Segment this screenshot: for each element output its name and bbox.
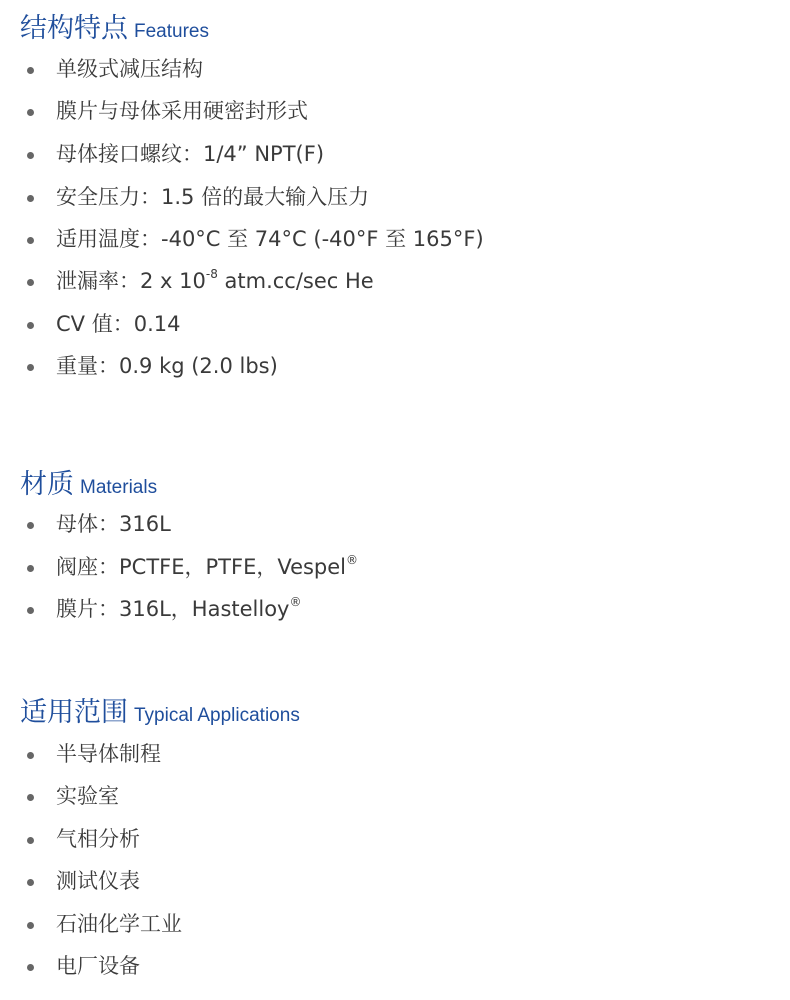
bullet-icon (27, 364, 34, 371)
features-heading (20, 6, 209, 45)
feature-text: 安全压力：1.5 倍的最大输入压力 (56, 185, 370, 209)
bullet-icon (27, 67, 34, 74)
bullet-icon (27, 522, 34, 529)
material-text-main: 膜片：316L，Hastelloy (56, 597, 290, 621)
registered-mark: ® (289, 595, 302, 609)
bullet-icon (27, 322, 34, 329)
leak-rate-unit: atm.cc/sec He (217, 269, 374, 293)
feature-text: 母体接口螺纹：1/4” NPT(F) (56, 142, 325, 166)
materials-title-en: Materials (80, 477, 158, 498)
materials-heading (20, 462, 157, 501)
application-text: 实验室 (56, 784, 119, 808)
material-text (56, 552, 358, 582)
bullet-icon (27, 279, 34, 286)
leak-rate-base: 泄漏率：2 x 10 (56, 269, 206, 293)
applications-heading (20, 690, 300, 729)
applications-title-zh: 适用范围 (20, 697, 128, 728)
bullet-icon (27, 964, 34, 971)
application-text: 气相分析 (56, 827, 140, 851)
bullet-icon (27, 922, 34, 929)
bullet-icon (27, 607, 34, 614)
feature-text: 重量：0.9 kg (2.0 lbs) (56, 354, 278, 378)
registered-mark: ® (346, 553, 359, 567)
feature-text: 适用温度：-40°C 至 74°C (-40°F 至 165°F) (56, 227, 484, 251)
bullet-icon (27, 794, 34, 801)
bullet-icon (27, 237, 34, 244)
feature-text-leak-rate (56, 266, 374, 296)
materials-title-zh: 材质 (20, 469, 74, 500)
application-text: 测试仪表 (56, 869, 140, 893)
bullet-icon (27, 109, 34, 116)
features-title-zh: 结构特点 (20, 13, 128, 44)
feature-text: 单级式减压结构 (56, 57, 203, 81)
bullet-icon (27, 837, 34, 844)
features-title-en: Features (134, 21, 209, 42)
bullet-icon (27, 565, 34, 572)
applications-title-en: Typical Applications (134, 705, 300, 726)
bullet-icon (27, 879, 34, 886)
bullet-icon (27, 152, 34, 159)
material-text-main: 阀座：PCTFE，PTFE，Vespel (56, 555, 347, 579)
application-text: 半导体制程 (56, 742, 161, 766)
application-text: 电厂设备 (56, 954, 140, 978)
bullet-icon (27, 752, 34, 759)
bullet-icon (27, 195, 34, 202)
application-text: 石油化学工业 (56, 912, 182, 936)
leak-rate-exponent: -8 (205, 267, 218, 281)
material-text: 母体：316L (56, 512, 171, 536)
feature-text: CV 值：0.14 (56, 312, 181, 336)
material-text (56, 594, 301, 624)
feature-text: 膜片与母体采用硬密封形式 (56, 99, 308, 123)
